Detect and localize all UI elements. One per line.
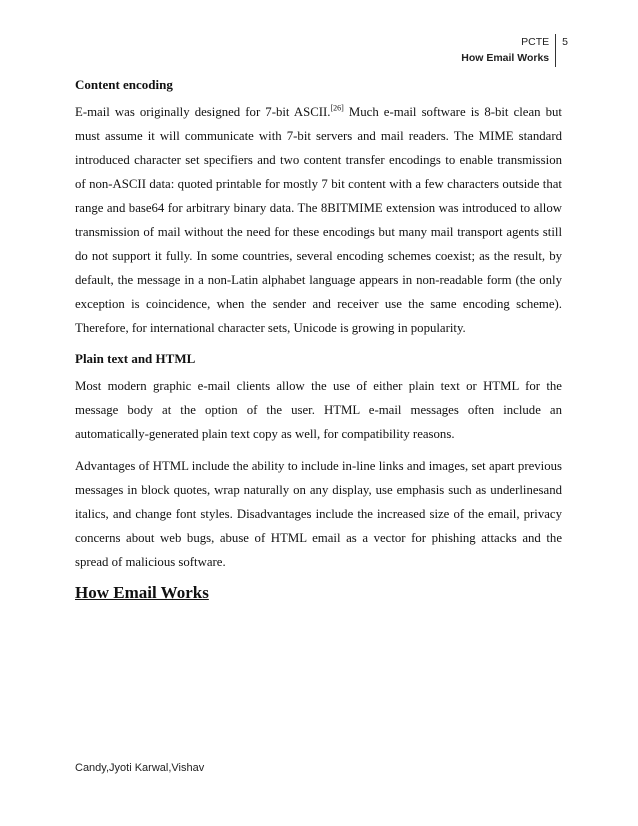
heading-plain-text-html: Plain text and HTML — [75, 351, 196, 366]
page-footer: Candy,Jyoti Karwal,Vishav — [75, 762, 205, 774]
paragraph-plain-text-1: Most modern graphic e-mail clients allow the use of either plain text or HTML for the message body at the option of the user. HTML e-mail messages often include an automatically-generated plain text copy as well, for compatibility reasons. — [75, 379, 562, 441]
page-number: 5 — [562, 36, 568, 48]
header-text — [461, 34, 555, 66]
paragraph-text: Much e-mail software is 8-bit clean but must assume it will communicate with 7-bit servers and mail readers. The MIME standard introduced character set specifiers and two content transfer encodings to enable transmission of non-ASCII data: quoted printable for mostly 7 bit content with a few characters outside that range and base64 for arbitrary binary data. The 8BITMIME extension was introduced to allow transmission of mail without the need for these encodings but many mail transport agents still do not support it fully. In some countries, several encoding schemes coexist; as the result, by default, the message in a non-Latin alphabet language appears in non-readable form (the only exception is coincidence, when the sender and receiver use the same encoding scheme). Therefore, for international character sets, Unicode is growing in popularity. — [75, 105, 562, 335]
header-subtitle: How Email Works — [461, 52, 550, 64]
paragraph-text: E-mail was originally designed for 7-bit ASCII. — [75, 105, 331, 119]
heading-content-encoding: Content encoding — [75, 77, 173, 92]
section-title: How Email Works — [75, 583, 209, 602]
header-section: PCTE — [521, 36, 550, 48]
page-content — [75, 74, 562, 604]
page-header — [461, 34, 568, 67]
citation-link[interactable]: [26] — [330, 103, 344, 113]
paragraph-plain-text-2: Advantages of HTML include the ability to include in-line links and images, set apart previous messages in block quotes, wrap naturally on any display, use emphasis such as underlinesand italics, and change font styles. Disadvantages include the increased size of the email, privacy concerns about web bugs, abuse of HTML email as a vector for phishing attacks and the spread of malicious software. — [75, 459, 562, 569]
paragraph-content-encoding — [75, 100, 562, 340]
